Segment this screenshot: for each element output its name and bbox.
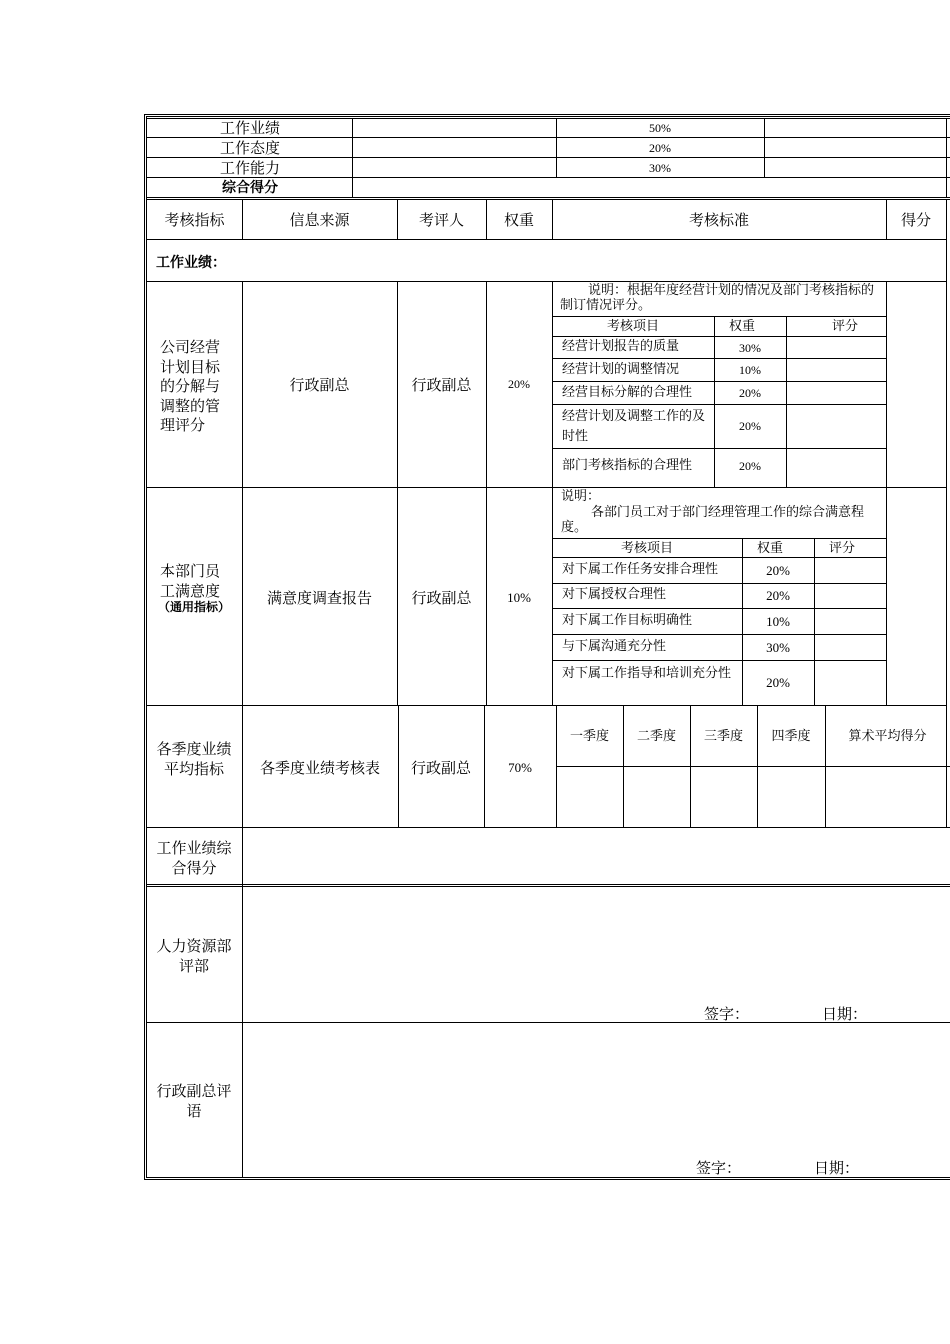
- quarter-average: 算术平均得分: [848, 729, 927, 744]
- indicator2-item-weight: 20%: [766, 675, 790, 690]
- rule: [552, 336, 886, 337]
- rule: [147, 705, 947, 706]
- indicator2-item-name: 对下属工作指导和培训充分性: [562, 666, 732, 681]
- header-indicator: 考核指标: [164, 211, 225, 229]
- double-rule: [147, 884, 950, 887]
- rule: [147, 487, 947, 488]
- rule: [552, 660, 886, 661]
- rule: [552, 557, 886, 558]
- rule: [147, 177, 950, 178]
- rule: [552, 281, 553, 487]
- indicator2-item-weight: 30%: [766, 640, 790, 655]
- rule: [552, 381, 886, 382]
- rule: [147, 137, 950, 138]
- indicator2-item-name: 与下属沟通充分性: [562, 639, 667, 654]
- rule: [552, 634, 886, 635]
- summary-weight-attitude: 20%: [649, 141, 671, 155]
- rule: [946, 118, 947, 198]
- rule: [814, 538, 815, 705]
- indicator2-note-title: 说明：: [561, 489, 601, 504]
- rule: [552, 538, 886, 539]
- indicator1-reviewer: 行政副总: [411, 376, 472, 394]
- summary-label-attitude: 工作态度: [219, 139, 280, 157]
- double-rule: [147, 197, 950, 200]
- header-reviewer: 考评人: [418, 211, 464, 229]
- rule: [552, 583, 886, 584]
- indicator1-sub-item-header: 考核项目: [606, 319, 659, 334]
- indicator1-item-name: 经营计划及调整工作的及时性: [562, 409, 706, 444]
- indicator3-source: 各季度业绩考核表: [259, 759, 380, 777]
- indicator1-item-weight: 20%: [739, 459, 761, 473]
- indicator2-note: 各部门员工对于部门经理管理工作的综合满意程度。: [561, 505, 865, 535]
- rule: [786, 316, 787, 487]
- indicator2-item-name: 对下属工作任务安排合理性: [562, 562, 719, 577]
- hr-review-label: 人力资源部评部: [156, 937, 232, 975]
- indicator1-note: 说明：根据年度经营计划的情况及部门考核指标的制订情况评分。: [560, 283, 875, 313]
- indicator2-tag: （通用指标）: [158, 600, 231, 614]
- rule: [552, 316, 886, 317]
- quarter-q4: 四季度: [771, 729, 811, 744]
- indicator1-item-name: 部门考核指标的合理性: [562, 458, 693, 473]
- indicator1-item-name: 经营目标分解的合理性: [562, 385, 693, 400]
- rule: [352, 118, 353, 198]
- indicator3-weight: 70%: [508, 760, 532, 775]
- rule: [552, 404, 886, 405]
- indicator2-sub-score-header: 评分: [828, 541, 855, 556]
- rule: [556, 766, 950, 767]
- indicator1-item-weight: 20%: [739, 386, 761, 400]
- rule: [552, 608, 886, 609]
- indicator1-name: 公司经营计划目标的分解与调整的管理评分: [160, 338, 221, 434]
- indicator1-item-name: 经营计划的调整情况: [562, 362, 680, 377]
- rule: [242, 827, 243, 1177]
- indicator2-sub-item-header: 考核项目: [620, 541, 673, 556]
- quarter-q1: 一季度: [569, 729, 609, 744]
- quarter-q3: 三季度: [703, 729, 743, 744]
- indicator2-weight: 10%: [507, 590, 531, 605]
- vp-date-label: 日期：: [814, 1159, 860, 1177]
- rule: [552, 448, 886, 449]
- indicator1-item-weight: 10%: [739, 363, 761, 377]
- quarter-q2: 二季度: [636, 729, 676, 744]
- hr-sign-label: 签字：: [704, 1005, 750, 1023]
- header-weight: 权重: [503, 211, 534, 229]
- section-title: 工作业绩：: [156, 255, 226, 271]
- total-label: 工作业绩综合得分: [156, 839, 232, 877]
- indicator2-item-weight: 20%: [766, 588, 790, 603]
- indicator1-item-weight: 20%: [739, 419, 761, 433]
- indicator3-name: 各季度业绩平均指标: [156, 740, 232, 778]
- summary-total-label: 综合得分: [222, 180, 278, 196]
- rule: [147, 827, 950, 828]
- vp-sign-label: 签字：: [696, 1159, 742, 1177]
- indicator2-item-weight: 20%: [766, 563, 790, 578]
- indicator3-reviewer: 行政副总: [410, 759, 471, 777]
- indicator2-item-name: 对下属授权合理性: [562, 587, 667, 602]
- header-source: 信息来源: [289, 211, 350, 229]
- indicator2-item-weight: 10%: [766, 614, 790, 629]
- header-score: 得分: [900, 211, 931, 229]
- indicator1-item-weight: 30%: [739, 341, 761, 355]
- summary-label-ability: 工作能力: [219, 159, 280, 177]
- rule: [147, 239, 947, 240]
- indicator1-sub-weight-header: 权重: [728, 319, 755, 334]
- indicator2-name: 本部门员工满意度: [160, 562, 221, 600]
- rule: [886, 487, 887, 705]
- indicator2-source: 满意度调查报告: [266, 589, 372, 607]
- rule: [147, 157, 950, 158]
- rule: [147, 1022, 950, 1023]
- indicator2-reviewer: 行政副总: [411, 589, 472, 607]
- indicator1-item-name: 经营计划报告的质量: [562, 339, 680, 354]
- rule: [552, 358, 886, 359]
- rule: [886, 281, 887, 487]
- indicator2-sub-weight-header: 权重: [756, 541, 783, 556]
- indicator1-sub-score-header: 评分: [831, 319, 858, 334]
- summary-weight-performance: 50%: [649, 121, 671, 135]
- summary-label-performance: 工作业绩: [219, 119, 280, 137]
- hr-date-label: 日期：: [822, 1005, 868, 1023]
- rule: [552, 487, 553, 705]
- rule: [764, 118, 765, 177]
- indicator1-source: 行政副总: [289, 376, 350, 394]
- summary-weight-ability: 30%: [649, 161, 671, 175]
- vp-review-label: 行政副总评语: [156, 1082, 232, 1120]
- rule: [147, 281, 947, 282]
- indicator1-weight: 20%: [508, 377, 530, 391]
- header-standard: 考核标准: [688, 211, 749, 229]
- indicator2-item-name: 对下属工作目标明确性: [562, 613, 693, 628]
